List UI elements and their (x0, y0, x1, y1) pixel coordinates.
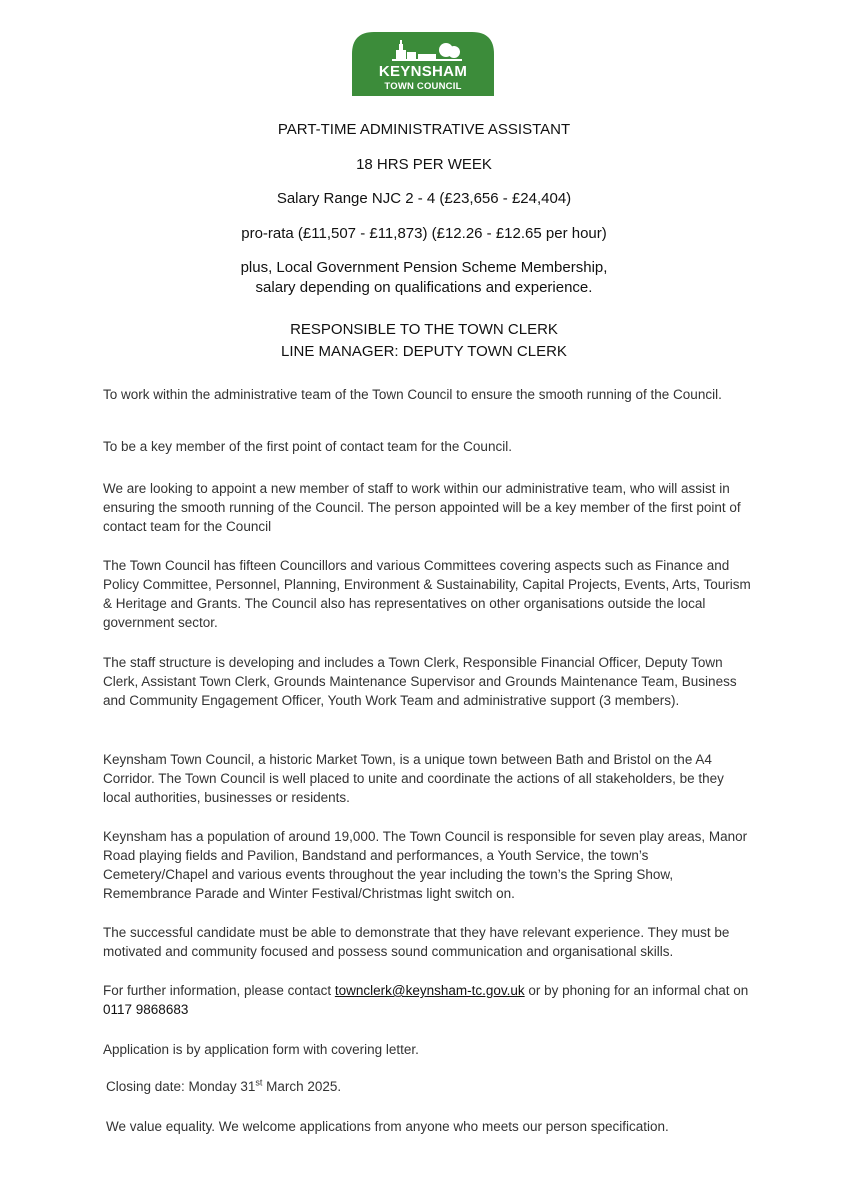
paragraph-further-info (103, 981, 753, 1019)
closing-text-pre: Closing date: Monday 31 (106, 1079, 256, 1094)
contact-text-mid: or by phoning for an informal chat on (524, 983, 749, 998)
pension-line-1: plus, Local Government Pension Scheme Membership, (240, 259, 608, 276)
logo-council-label: TOWN COUNCIL (384, 81, 462, 92)
paragraph-candidate: The successful candidate must be able to demonstrate that they have relevant experience. They must be motivated and community focused and possess sound communication and organisational skills. (103, 925, 730, 959)
paragraph-role: To work within the administrative team of the Town Council to ensure the smooth running of the Council. (103, 387, 722, 402)
responsible-to: RESPONSIBLE TO THE TOWN CLERK (290, 321, 558, 338)
paragraph-staff-structure: The staff structure is developing and includes a Town Clerk, Responsible Financial Officer, Deputy Town Clerk, Assistant Town Clerk, Grounds Maintenance Supervisor and Grounds Maintenance Team, Business and Community Engagement Officer, Youth Work Team and administrative support (3 members). (103, 655, 737, 708)
closing-date-suffix: st (255, 1077, 263, 1088)
paragraph-closing-date (106, 1077, 756, 1096)
contact-phone: 0117 9868683 (103, 1002, 189, 1017)
salary-range: Salary Range NJC 2 - 4 (£23,656 - £24,404) (276, 190, 572, 207)
pro-rata-salary: pro-rata (£11,507 - £11,873) (£12.26 - £12.65 per hour) (241, 225, 607, 242)
paragraph-appointment: We are looking to appoint a new member of staff to work within our administrative team, who will assist in ensuring the smooth running of the Council. The person appointed will be a key member of the first point of contact team for the Council (103, 481, 741, 534)
paragraph-committees: The Town Council has fifteen Councillors and various Committees covering aspects such as Finance and Policy Committee, Personnel, Planning, Environment & Sustainability, Capital Projects, Events, Arts, Tourism & Heritage and Grants. The Council also has representatives on other organisations outside the local government sector. (103, 558, 751, 630)
paragraph-population: Keynsham has a population of around 19,000. The Town Council is responsible for seven play areas, Manor Road playing fields and Pavilion, Bandstand and performances, a Youth Service, the town’s Cemetery/Chapel and various events throughout the year including the town’s the Spring Show, Remembrance Parade and Winter Festival/Christmas light switch on. (103, 829, 748, 901)
logo-town-name: KEYNSHAM (378, 63, 468, 80)
contact-text-pre: For further information, please contact (103, 983, 335, 998)
job-title: PART-TIME ADMINISTRATIVE ASSISTANT (277, 121, 571, 138)
pension-line-2: salary depending on qualifications and experience. (255, 279, 593, 296)
line-manager: LINE MANAGER: DEPUTY TOWN CLERK (281, 343, 567, 360)
paragraph-contact-team: To be a key member of the first point of contact team for the Council. (103, 439, 512, 454)
paragraph-application: Application is by application form with covering letter. (103, 1042, 419, 1057)
hours-per-week: 18 HRS PER WEEK (356, 156, 492, 173)
paragraph-equality: We value equality. We welcome applications from anyone who meets our person specification. (106, 1119, 669, 1134)
contact-email-link[interactable]: townclerk@keynsham-tc.gov.uk (334, 983, 525, 998)
closing-text-post: March 2025. (262, 1079, 342, 1094)
paragraph-town-intro: Keynsham Town Council, a historic Market Town, is a unique town between Bath and Bristol on the A4 Corridor. The Town Council is well placed to unite and coordinate the actions of all stakeholders, be they local authorities, businesses or residents. (103, 752, 724, 805)
keynsham-logo (352, 30, 494, 96)
